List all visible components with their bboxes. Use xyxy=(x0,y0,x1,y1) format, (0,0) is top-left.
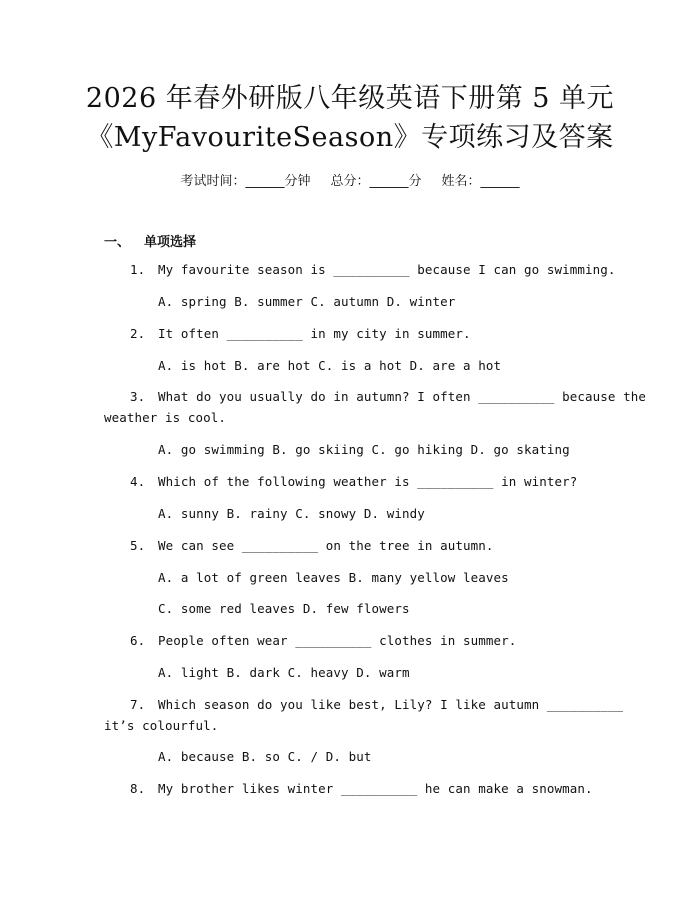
student-name-field: 姓名：______ xyxy=(441,174,520,189)
question-text: We can see __________ on the tree in autumn. xyxy=(158,538,494,553)
question-2 xyxy=(130,326,471,341)
question-number: 3. xyxy=(130,389,146,404)
question-text: My favourite season is __________ because I can go swimming. xyxy=(158,262,616,277)
question-text: People often wear __________ clothes in summer. xyxy=(158,633,517,648)
question-text: It often __________ in my city in summer. xyxy=(158,326,471,341)
question-text: What do you usually do in autumn? I often __________ because the xyxy=(158,389,647,404)
question-number: 1. xyxy=(130,262,146,277)
question-number: 5. xyxy=(130,538,146,553)
section-number: 一、 xyxy=(104,235,131,250)
question-text: My brother likes winter __________ he can make a snowman. xyxy=(158,781,593,796)
question-3 xyxy=(130,389,646,404)
question-7-options: A. because B. so C. / D. but xyxy=(158,749,372,764)
question-5-options-line-1: A. a lot of green leaves B. many yellow leaves xyxy=(158,570,509,585)
question-4 xyxy=(130,474,577,489)
question-2-options: A. is hot B. are hot C. is a hot D. are a hot xyxy=(158,358,502,373)
question-5 xyxy=(130,538,494,553)
total-score-field: 总分：______分 xyxy=(330,174,422,189)
question-6 xyxy=(130,633,516,648)
question-1-options: A. spring B. summer C. autumn D. winter xyxy=(158,294,456,309)
question-text: Which season do you like best, Lily? I like autumn __________ xyxy=(158,697,624,712)
question-7-continuation: it’s colourful. xyxy=(104,718,219,733)
question-5-options-line-2: C. some red leaves D. few flowers xyxy=(158,601,410,616)
question-text: Which of the following weather is __________ in winter? xyxy=(158,474,578,489)
question-6-options: A. light B. dark C. heavy D. warm xyxy=(158,665,410,680)
document-title-line-1: 2026 年春外研版八年级英语下册第 5 单元 xyxy=(85,83,615,114)
question-number: 8. xyxy=(130,781,146,796)
section-title: 单项选择 xyxy=(144,235,197,250)
question-3-options: A. go swimming B. go skiing C. go hiking D. go skating xyxy=(158,442,570,457)
question-3-continuation: weather is cool. xyxy=(104,410,227,425)
question-number: 6. xyxy=(130,633,146,648)
question-number: 2. xyxy=(130,326,146,341)
exam-meta xyxy=(0,170,700,189)
question-1 xyxy=(130,262,616,277)
exam-time-field: 考试时间：______分钟 xyxy=(180,174,311,189)
question-4-options: A. sunny B. rainy C. snowy D. windy xyxy=(158,506,425,521)
question-number: 7. xyxy=(130,697,146,712)
question-8 xyxy=(130,781,593,796)
section-heading xyxy=(104,231,196,250)
question-7 xyxy=(130,697,623,712)
document-title-line-2: 《MyFavouriteSeason》专项练习及答案 xyxy=(86,122,614,153)
question-number: 4. xyxy=(130,474,146,489)
